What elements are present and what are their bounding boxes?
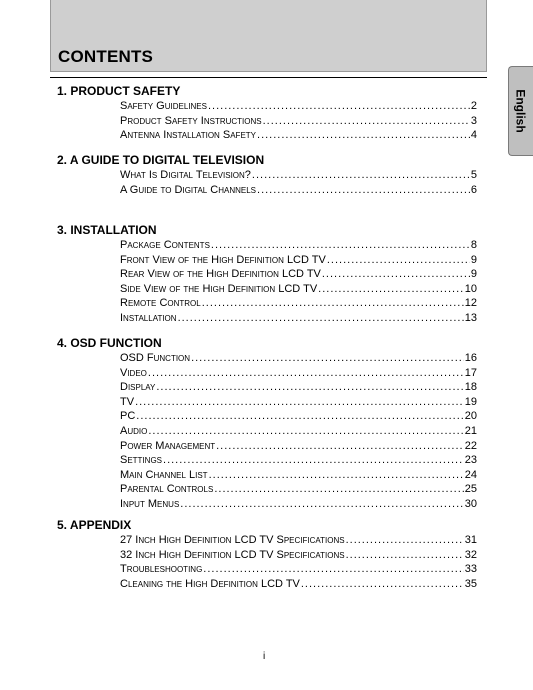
toc-entry-page: 5: [470, 169, 477, 181]
toc-entry-page: 2: [470, 100, 477, 112]
language-tab-label: English: [514, 89, 528, 133]
toc-entry-label: 27 Inch High Definition LCD TV Specifications: [120, 534, 345, 546]
toc-entry-page: 8: [470, 239, 477, 251]
leader-dots: [191, 351, 464, 366]
toc-entry[interactable]: [120, 168, 477, 183]
header-bar: [50, 0, 487, 72]
toc-entry-page: 12: [464, 297, 477, 310]
toc-entry[interactable]: [120, 183, 477, 198]
toc-entry[interactable]: [120, 533, 477, 548]
leader-dots: [214, 482, 463, 497]
leader-dots: [148, 366, 464, 381]
leader-dots: [327, 253, 470, 268]
toc-entry-label: Power Management: [120, 439, 216, 452]
leader-dots: [209, 468, 464, 483]
page-title: CONTENTS: [58, 47, 154, 66]
toc-entry-label: Package Contents: [120, 239, 210, 251]
leader-dots: [346, 548, 464, 563]
toc-entry-page: 33: [464, 563, 477, 576]
leader-dots: [346, 533, 464, 548]
leader-dots: [163, 453, 464, 468]
toc-entry-page: 30: [464, 497, 477, 510]
leader-dots: [252, 168, 470, 183]
toc-entry[interactable]: [120, 114, 477, 129]
toc-entry-page: 17: [464, 366, 477, 379]
leader-dots: [208, 99, 470, 114]
toc-entry-page: 31: [464, 534, 477, 546]
toc-entry[interactable]: [120, 351, 477, 366]
toc-entry[interactable]: [120, 99, 477, 114]
toc-entry[interactable]: [120, 482, 477, 497]
toc-entry-page: 20: [464, 410, 477, 423]
leader-dots: [156, 380, 463, 395]
toc-entry[interactable]: [120, 562, 477, 577]
toc-entry[interactable]: [120, 468, 477, 483]
toc-entry[interactable]: [120, 424, 477, 439]
section-title: 2. A GUIDE TO DIGITAL TELEVISION: [57, 153, 265, 167]
leader-dots: [322, 267, 470, 282]
language-tab[interactable]: [508, 66, 533, 156]
toc-entry[interactable]: [120, 366, 477, 381]
toc-entry[interactable]: [120, 548, 477, 563]
toc-entry-page: 22: [464, 439, 477, 452]
toc-entry-label: Antenna Installation Safety: [120, 129, 257, 142]
toc-section: [57, 336, 477, 512]
toc-entry[interactable]: [120, 253, 477, 268]
leader-dots: [257, 128, 470, 143]
toc-entry-label: Parental Controls: [120, 483, 214, 496]
toc-entry[interactable]: [120, 409, 477, 424]
section-title: 1. PRODUCT SAFETY: [57, 84, 181, 98]
toc-entry-label: Input Menus: [120, 497, 180, 510]
toc-entry-label: Safety Guidelines: [120, 100, 207, 112]
toc-entry[interactable]: [120, 238, 477, 253]
toc-entry-page: 9: [470, 253, 477, 266]
toc-section: [57, 153, 477, 197]
leader-dots: [216, 439, 464, 454]
toc-entry-label: OSD Function: [120, 352, 191, 364]
toc-entry[interactable]: [120, 577, 477, 592]
toc-entry-page: 18: [464, 381, 477, 394]
title-rule: [50, 77, 487, 78]
leader-dots: [136, 409, 463, 424]
toc-entry-label: Product Safety Instructions: [120, 114, 262, 127]
toc-entry[interactable]: [120, 267, 477, 282]
page-number: i: [263, 651, 266, 662]
toc-entry-label: Audio: [120, 424, 148, 437]
toc-section: [57, 223, 477, 326]
toc-entry-page: 10: [464, 282, 477, 295]
toc-entry-page: 19: [464, 395, 477, 408]
toc-entry-label: Cleaning the High Definition LCD TV: [120, 577, 300, 590]
leader-dots: [211, 238, 470, 253]
toc-entry-page: 35: [464, 577, 477, 590]
toc-entry-page: 21: [464, 424, 477, 437]
toc-entry-page: 24: [464, 468, 477, 481]
toc-entry-label: PC: [120, 410, 136, 423]
section-title: 5. APPENDIX: [57, 518, 132, 532]
toc-entry-label: Rear View of the High Definition LCD TV: [120, 268, 321, 281]
leader-dots: [301, 577, 464, 592]
toc-entry-label: Side View of the High Definition LCD TV: [120, 282, 318, 295]
leader-dots: [135, 395, 464, 410]
toc-entry-label: 32 Inch High Definition LCD TV Specifications: [120, 548, 345, 561]
toc-entry-page: 23: [464, 454, 477, 467]
toc-entry-page: 25: [464, 483, 477, 496]
toc-entry-page: 3: [470, 114, 477, 127]
toc-entry-label: Display: [120, 381, 156, 394]
toc-entry-page: 16: [464, 352, 477, 364]
toc-entry-label: Video: [120, 366, 147, 379]
toc-entry-label: A Guide to Digital Channels: [120, 183, 257, 196]
toc-entry-label: Settings: [120, 454, 163, 467]
leader-dots: [318, 282, 464, 297]
leader-dots: [203, 562, 463, 577]
toc-entry-page: 13: [464, 311, 477, 324]
toc-entry[interactable]: [120, 453, 477, 468]
toc-entry-label: Main Channel List: [120, 468, 208, 481]
leader-dots: [202, 296, 464, 311]
toc-entry-label: What Is Digital Television?: [120, 169, 251, 181]
toc-entry-label: TV: [120, 395, 135, 408]
leader-dots: [263, 114, 470, 129]
toc-entry-label: Remote Control: [120, 297, 201, 310]
toc-entry-page: 4: [470, 129, 477, 142]
section-title: 3. INSTALLATION: [57, 223, 157, 237]
section-title: 4. OSD FUNCTION: [57, 336, 162, 350]
toc-entry[interactable]: [120, 282, 477, 297]
toc-entry-label: Front View of the High Definition LCD TV: [120, 253, 326, 266]
toc-entry[interactable]: [120, 296, 477, 311]
toc-section: [57, 518, 477, 591]
toc-entry[interactable]: [120, 311, 477, 326]
toc-entry-label: Troubleshooting: [120, 563, 203, 576]
toc-entry-label: Installation: [120, 311, 177, 324]
toc-entry[interactable]: [120, 439, 477, 454]
toc-entry[interactable]: [120, 395, 477, 410]
toc-section: [57, 84, 477, 143]
toc-entry[interactable]: [120, 497, 477, 512]
leader-dots: [178, 311, 464, 326]
leader-dots: [148, 424, 463, 439]
toc-entry[interactable]: [120, 128, 477, 143]
leader-dots: [257, 183, 470, 198]
leader-dots: [180, 497, 463, 512]
toc-entry-page: 9: [470, 268, 477, 281]
toc-entry[interactable]: [120, 380, 477, 395]
toc-entry-page: 6: [470, 183, 477, 196]
toc-entry-page: 32: [464, 548, 477, 561]
